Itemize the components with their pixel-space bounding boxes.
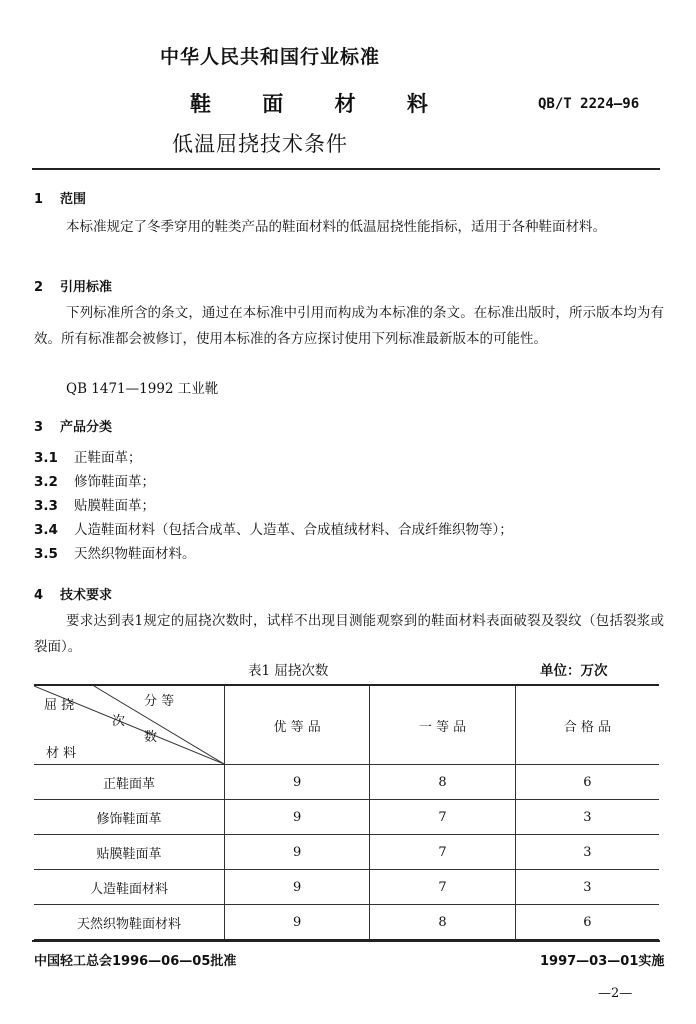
table-row <box>34 765 659 800</box>
effective-date: 1997—03—01实施 <box>540 954 665 969</box>
value-cell: 6 <box>515 765 659 800</box>
corner-grade-label: 分 等 <box>144 694 175 709</box>
column-header: 一 等 品 <box>370 685 515 765</box>
standard-code: QB/T 2224—96 <box>538 96 640 112</box>
section-4-text: 要求达到表1规定的屈挠次数时，试样不出现目测能观察到的鞋面材料表面破裂及裂纹（包括裂浆或裂面）。 <box>34 613 664 655</box>
corner-material-label: 材 料 <box>46 746 77 761</box>
corner-count-label-2: 次 <box>112 714 126 729</box>
section-1-text: 本标准规定了冬季穿用的鞋类产品的鞋面材料的低温屈挠性能指标，适用于各种鞋面材料。 <box>66 219 606 235</box>
section-2-text: 下列标准所含的条文，通过在本标准中引用而构成为本标准的条文。在标准出版时，所示版本均为有效。所有标准都会被修订，使用本标准的各方应探讨使用下列标准最新版本的可能性。 <box>34 305 664 347</box>
section-4-heading: 4 技术要求 <box>34 588 113 603</box>
page-number: —2— <box>598 986 633 1001</box>
issuing-org: 中华人民共和国行业标准 <box>160 46 381 68</box>
footer-rule <box>32 940 660 942</box>
table-corner-cell <box>34 685 225 765</box>
section-3-heading: 3 产品分类 <box>34 420 113 435</box>
table-row <box>34 870 659 905</box>
value-cell: 9 <box>225 905 370 941</box>
value-cell: 3 <box>515 870 659 905</box>
value-cell: 8 <box>370 905 515 941</box>
value-cell: 6 <box>515 905 659 941</box>
value-cell: 9 <box>225 800 370 835</box>
list-item: 3.3 贴膜鞋面革； <box>34 498 155 514</box>
value-cell: 7 <box>370 800 515 835</box>
value-cell: 8 <box>370 765 515 800</box>
value-cell: 9 <box>225 765 370 800</box>
corner-count-label-3: 数 <box>144 730 158 745</box>
value-cell: 9 <box>225 870 370 905</box>
table-row <box>34 800 659 835</box>
table-row <box>34 835 659 870</box>
value-cell: 3 <box>515 800 659 835</box>
material-cell: 贴膜鞋面革 <box>34 835 225 870</box>
section-2-reference: QB 1471—1992 工业靴 <box>66 381 219 397</box>
corner-count-label-1: 屈 挠 <box>44 698 75 713</box>
list-item: 3.2 修饰鞋面革； <box>34 474 155 490</box>
standard-title-line1: 鞋 面 材 料 <box>190 92 450 116</box>
value-cell: 3 <box>515 835 659 870</box>
value-cell: 7 <box>370 835 515 870</box>
approval-note: 中国轻工总会1996—06—05批准 <box>34 954 237 969</box>
material-cell: 天然织物鞋面材料 <box>34 905 225 941</box>
list-item: 3.1 正鞋面革； <box>34 450 142 466</box>
value-cell: 9 <box>225 835 370 870</box>
table-caption: 表1 屈挠次数 <box>248 663 329 679</box>
table-row <box>34 905 659 941</box>
flex-count-table <box>34 684 659 941</box>
value-cell: 7 <box>370 870 515 905</box>
column-header: 优 等 品 <box>225 685 370 765</box>
material-cell: 修饰鞋面革 <box>34 800 225 835</box>
section-2-heading: 2 引用标准 <box>34 280 113 295</box>
section-1-heading: 1 范围 <box>34 192 87 207</box>
standard-title-line2: 低温屈挠技术条件 <box>172 132 348 156</box>
table-header-row <box>34 685 659 765</box>
material-cell: 人造鞋面材料 <box>34 870 225 905</box>
list-item: 3.4 人造鞋面材料（包括合成革、人造革、合成植绒材料、合成纤维织物等）； <box>34 522 513 538</box>
table-unit: 单位：万次 <box>540 663 608 679</box>
list-item: 3.5 天然织物鞋面材料。 <box>34 546 196 562</box>
header-rule <box>32 168 660 170</box>
column-header: 合 格 品 <box>515 685 659 765</box>
material-cell: 正鞋面革 <box>34 765 225 800</box>
